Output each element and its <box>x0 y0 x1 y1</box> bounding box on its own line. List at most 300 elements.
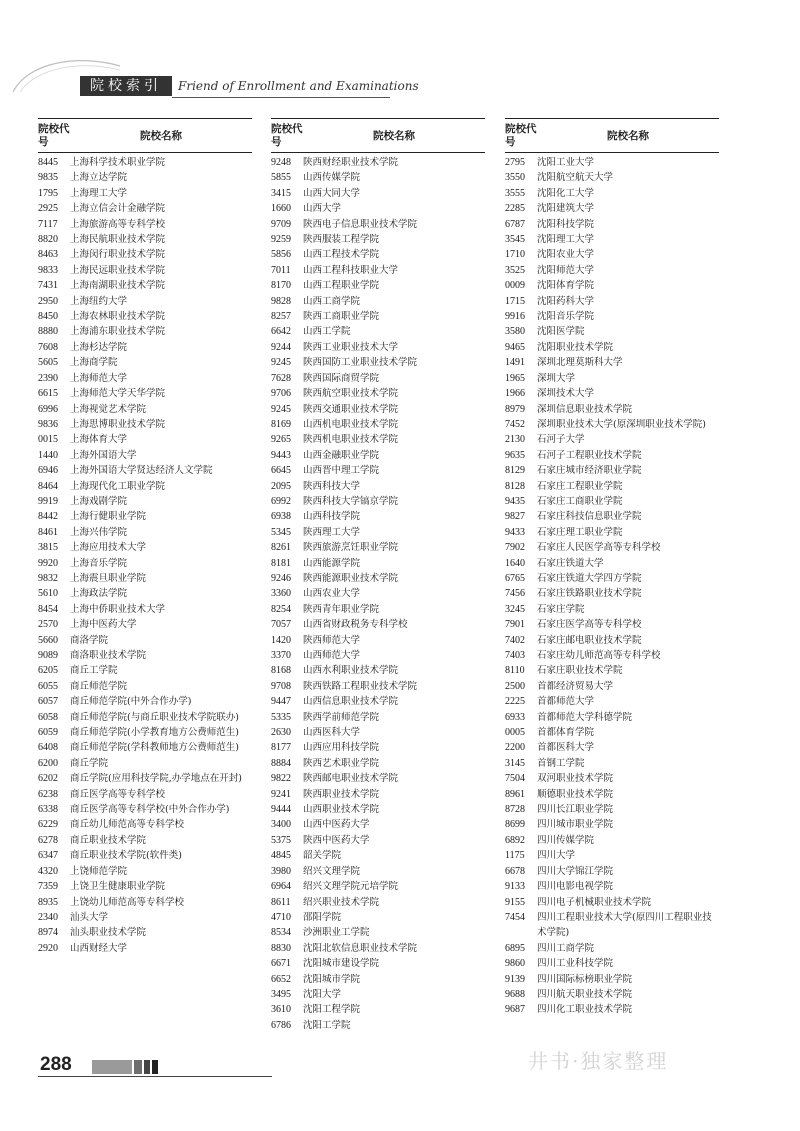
table-row <box>271 294 485 309</box>
table-row <box>38 725 252 740</box>
school-code: 1715 <box>505 295 525 307</box>
table-row <box>271 771 485 786</box>
school-name: 石家庄人民医学高等专科学校 <box>537 542 661 554</box>
table-row <box>271 278 485 293</box>
school-name: 上海应用技术大学 <box>70 542 147 554</box>
table-row <box>271 972 485 987</box>
school-code: 7504 <box>505 773 525 785</box>
school-code: 3400 <box>271 819 291 831</box>
school-name: 上海行健职业学院 <box>70 511 147 523</box>
school-name: 陕西铁路工程职业技术学院 <box>303 680 418 692</box>
school-code: 2500 <box>505 680 525 692</box>
school-name: 绍兴文理学院 <box>303 865 361 877</box>
school-name: 首都师范大学 <box>537 696 595 708</box>
school-name: 陕西电子信息职业技术学院 <box>303 218 418 230</box>
school-name: 沈阳工程学院 <box>303 1004 361 1016</box>
school-name: 上海南湖职业技术学院 <box>70 280 166 292</box>
school-name: 深圳职业技术大学(原深圳职业技术学院) <box>537 418 706 430</box>
school-name: 山西师范大学 <box>303 650 361 661</box>
school-code: 6347 <box>38 850 58 862</box>
school-code: 2340 <box>38 911 58 923</box>
school-code: 0015 <box>38 434 58 446</box>
school-name: 山西传媒学院 <box>303 172 361 184</box>
school-name: 上饶师范学院 <box>70 865 128 877</box>
school-code: 8961 <box>505 788 525 800</box>
table-row <box>271 1018 485 1033</box>
school-name: 商丘师范学院(学科教师地方公费师范生) <box>70 742 239 754</box>
school-code: 9259 <box>271 234 291 246</box>
school-code: 9688 <box>505 988 525 1000</box>
school-name: 上海震旦职业学院 <box>70 572 147 584</box>
school-code: 2225 <box>505 696 525 708</box>
school-name: 山西水利职业技术学院 <box>303 665 399 677</box>
table-row <box>505 879 719 894</box>
school-code: 3980 <box>271 865 291 877</box>
table-row <box>271 710 485 725</box>
school-code: 7403 <box>505 650 525 661</box>
school-name: 山西工程职业学院 <box>303 280 380 292</box>
school-code: 7057 <box>271 619 291 631</box>
school-name: 沈阳北软信息职业技术学院 <box>303 942 418 954</box>
school-code: 9827 <box>505 511 525 523</box>
table-row <box>38 833 252 848</box>
school-name: 邵阳学院 <box>303 911 342 923</box>
table-row <box>505 340 719 355</box>
school-name: 上饶卫生健康职业学院 <box>70 881 166 893</box>
school-code: 7402 <box>505 634 525 646</box>
table-row <box>38 663 252 678</box>
school-name: 上海兴伟学院 <box>70 526 128 538</box>
table-row <box>505 725 719 740</box>
school-code: 0009 <box>505 280 525 292</box>
table-row <box>505 910 719 941</box>
header-name: 院校名称 <box>373 130 415 142</box>
school-code: 1710 <box>505 249 525 261</box>
school-code: 8534 <box>271 927 291 939</box>
table-row <box>271 848 485 863</box>
school-name: 沈阳师范大学 <box>537 264 595 276</box>
school-name: 四川化工职业技术学院 <box>537 1004 633 1016</box>
school-code: 6200 <box>38 757 58 769</box>
table-row <box>505 956 719 971</box>
school-code: 6765 <box>505 572 525 584</box>
table-row <box>271 201 485 216</box>
school-name: 沈阳工业大学 <box>537 157 595 168</box>
school-code: 9139 <box>505 973 525 985</box>
school-name: 山西能源学院 <box>303 557 361 569</box>
school-code: 8261 <box>271 542 291 554</box>
school-code: 9916 <box>505 311 525 323</box>
table-row <box>271 740 485 755</box>
table-row <box>38 201 252 216</box>
school-name: 首都医科大学 <box>537 742 595 754</box>
school-code: 8110 <box>505 665 525 677</box>
school-name: 山西中医药大学 <box>303 819 370 831</box>
column-header <box>505 118 719 153</box>
school-name: 石家庄工商职业学院 <box>537 495 623 507</box>
school-code: 0005 <box>505 727 525 739</box>
table-row <box>271 617 485 632</box>
school-name: 沈阳化工大学 <box>537 187 595 199</box>
table-row <box>38 802 252 817</box>
table-row <box>38 432 252 447</box>
school-code: 2285 <box>505 203 525 215</box>
school-code: 8181 <box>271 557 291 569</box>
table-row <box>38 586 252 601</box>
table-row <box>271 725 485 740</box>
table-row <box>271 987 485 1002</box>
school-name: 商丘师范学院 <box>70 680 128 692</box>
header-name: 院校名称 <box>140 130 182 142</box>
table-row <box>271 525 485 540</box>
table-row <box>271 586 485 601</box>
table-row <box>271 802 485 817</box>
school-name: 陕西航空职业技术学院 <box>303 388 399 400</box>
school-code: 6229 <box>38 819 58 831</box>
school-name: 沈阳大学 <box>303 988 342 1000</box>
school-code: 4845 <box>271 850 291 862</box>
school-code: 8464 <box>38 480 58 492</box>
table-row <box>271 340 485 355</box>
school-code: 6278 <box>38 834 58 846</box>
table-row <box>38 402 252 417</box>
school-code: 9155 <box>505 896 525 908</box>
table-row <box>505 617 719 632</box>
school-name: 陕西师范大学 <box>303 634 361 646</box>
school-name: 石家庄铁道大学 <box>537 557 604 569</box>
school-code: 8974 <box>38 927 58 939</box>
school-name: 山西工程技术学院 <box>303 249 380 261</box>
school-code: 6059 <box>38 727 58 739</box>
school-name: 山西医科大学 <box>303 727 361 739</box>
table-row <box>271 756 485 771</box>
school-name: 沈阳理工大学 <box>537 234 595 246</box>
table-row <box>38 217 252 232</box>
table-row <box>271 217 485 232</box>
school-code: 3415 <box>271 187 291 199</box>
school-code: 3555 <box>505 187 525 199</box>
table-row <box>271 694 485 709</box>
table-row <box>38 571 252 586</box>
school-code: 9860 <box>505 958 525 970</box>
school-code: 8450 <box>38 311 58 323</box>
school-code: 7359 <box>38 881 58 893</box>
school-code: 8935 <box>38 896 58 908</box>
school-name: 石家庄邮电职业技术学院 <box>537 634 642 646</box>
school-code: 4320 <box>38 865 58 877</box>
table-row <box>271 417 485 432</box>
school-code: 8442 <box>38 511 58 523</box>
school-name: 石河子大学 <box>537 434 585 446</box>
table-row <box>505 247 719 262</box>
school-name: 上海视觉艺术学院 <box>70 403 147 415</box>
table-row <box>38 417 252 432</box>
school-name: 深圳北理莫斯科大学 <box>537 357 623 369</box>
school-code: 6055 <box>38 680 58 692</box>
footer-rule <box>38 1076 272 1077</box>
school-code: 2795 <box>505 157 525 168</box>
school-name: 四川电子机械职业技术学院 <box>537 896 652 908</box>
school-code: 2095 <box>271 480 291 492</box>
running-header <box>38 56 419 96</box>
school-code: 3245 <box>505 603 525 615</box>
school-name: 上海纽约大学 <box>70 295 128 307</box>
school-code: 8129 <box>505 465 525 477</box>
table-row <box>38 648 252 663</box>
table-row <box>505 402 719 417</box>
school-name: 上海现代化工职业学院 <box>70 480 166 492</box>
school-code: 9248 <box>271 157 291 168</box>
school-code: 3580 <box>505 326 525 338</box>
school-name: 上海立信会计金融学院 <box>70 203 166 215</box>
school-name: 商丘师范学院(与商丘职业技术学院联办) <box>70 711 239 723</box>
school-code: 8461 <box>38 526 58 538</box>
school-name: 石家庄科技信息职业学院 <box>537 511 642 523</box>
table-row <box>505 448 719 463</box>
school-code: 9833 <box>38 264 58 276</box>
table-row <box>505 987 719 1002</box>
table-row <box>271 895 485 910</box>
table-row <box>38 479 252 494</box>
table-row <box>505 232 719 247</box>
table-row <box>271 386 485 401</box>
table-row <box>505 386 719 401</box>
school-name: 陕西旅游烹饪职业学院 <box>303 542 399 554</box>
school-name: 上饶幼儿师范高等专科学校 <box>70 896 185 908</box>
school-code: 9687 <box>505 1004 525 1016</box>
table-row <box>505 278 719 293</box>
school-name: 陕西工业职业技术大学 <box>303 341 399 353</box>
table-row <box>271 864 485 879</box>
school-name: 陕西能源职业技术学院 <box>303 572 399 584</box>
table-row <box>505 201 719 216</box>
school-name: 陕西服装工程学院 <box>303 234 380 246</box>
school-code: 5375 <box>271 834 291 846</box>
table-row <box>271 1002 485 1017</box>
school-code: 7431 <box>38 280 58 292</box>
page-bar-ornament <box>92 1060 272 1074</box>
table-row <box>271 494 485 509</box>
table-row <box>505 371 719 386</box>
school-name: 石家庄城市经济职业学院 <box>537 465 642 477</box>
school-name: 上海旅游高等专科学校 <box>70 218 166 230</box>
header-code: 院校代号 <box>271 122 303 148</box>
index-column-1 <box>38 118 252 956</box>
school-name: 山西工商学院 <box>303 295 361 307</box>
school-name: 上海音乐学院 <box>70 557 128 569</box>
school-code: 6678 <box>505 865 525 877</box>
table-row <box>505 294 719 309</box>
school-name: 上海师范大学天华学院 <box>70 388 166 400</box>
school-code: 9709 <box>271 218 291 230</box>
table-row <box>271 956 485 971</box>
table-row <box>38 925 252 940</box>
school-name: 陕西邮电职业技术学院 <box>303 773 399 785</box>
table-row <box>38 463 252 478</box>
school-name: 沈阳城市学院 <box>303 973 361 985</box>
school-code: 8454 <box>38 603 58 615</box>
index-column-2 <box>271 118 485 1033</box>
school-code: 6642 <box>271 326 291 338</box>
school-code: 6238 <box>38 788 58 800</box>
table-row <box>38 494 252 509</box>
table-row <box>271 479 485 494</box>
school-code: 9244 <box>271 341 291 353</box>
table-row <box>271 787 485 802</box>
table-row <box>505 479 719 494</box>
table-row <box>505 771 719 786</box>
school-name: 石家庄职业技术学院 <box>537 665 623 677</box>
school-name: 上海戏剧学院 <box>70 495 128 507</box>
school-code: 8699 <box>505 819 525 831</box>
school-code: 5345 <box>271 526 291 538</box>
school-code: 3550 <box>505 172 525 184</box>
table-row <box>271 817 485 832</box>
school-code: 6408 <box>38 742 58 754</box>
table-row <box>38 371 252 386</box>
table-row <box>271 540 485 555</box>
table-row <box>271 571 485 586</box>
school-code: 6895 <box>505 942 525 954</box>
school-code: 5660 <box>38 634 58 646</box>
school-name: 深圳信息职业技术学院 <box>537 403 633 415</box>
school-name: 陕西职业技术学院 <box>303 788 380 800</box>
school-name: 四川城市职业学院 <box>537 819 614 831</box>
table-row <box>38 170 252 185</box>
school-name: 上海闵行职业技术学院 <box>70 249 166 261</box>
school-code: 3145 <box>505 757 525 769</box>
school-name: 陕西艺术职业学院 <box>303 757 380 769</box>
school-name: 绍兴文理学院元培学院 <box>303 881 399 893</box>
school-name: 上海中侨职业技术大学 <box>70 603 166 615</box>
school-name: 四川工程职业技术大学(原四川工程职业技术学院) <box>537 911 712 939</box>
school-code: 2200 <box>505 742 525 754</box>
school-name: 山西职业技术学院 <box>303 804 380 816</box>
table-row <box>271 309 485 324</box>
school-name: 山西晋中理工学院 <box>303 465 380 477</box>
table-row <box>38 340 252 355</box>
school-name: 陕西财经职业技术学院 <box>303 157 399 168</box>
school-name: 上海外国语大学贤达经济人文学院 <box>70 465 213 477</box>
school-code: 9708 <box>271 680 291 692</box>
school-code: 2130 <box>505 434 525 446</box>
school-name: 沈阳建筑大学 <box>537 203 595 215</box>
table-row <box>505 324 719 339</box>
header-name: 院校名称 <box>607 130 649 142</box>
table-row <box>271 324 485 339</box>
school-code: 7901 <box>505 619 525 631</box>
school-name: 沈阳音乐学院 <box>537 311 595 323</box>
school-name: 石家庄幼儿师范高等专科学校 <box>537 650 661 661</box>
school-code: 7456 <box>505 588 525 600</box>
school-name: 商丘医学高等专科学校 <box>70 788 166 800</box>
table-row <box>38 324 252 339</box>
school-code: 9443 <box>271 449 291 461</box>
table-row <box>38 294 252 309</box>
table-row <box>271 633 485 648</box>
school-name: 陕西青年职业学院 <box>303 603 380 615</box>
school-name: 陕西国际商贸学院 <box>303 372 380 384</box>
school-name: 四川航天职业技术学院 <box>537 988 633 1000</box>
school-name: 陕西中医药大学 <box>303 834 370 846</box>
school-name: 商洛学院 <box>70 634 109 646</box>
table-row <box>505 170 719 185</box>
school-code: 9133 <box>505 881 525 893</box>
table-row <box>271 371 485 386</box>
school-code: 6964 <box>271 881 291 893</box>
school-name: 山西大学 <box>303 203 342 215</box>
school-name: 商丘师范学院(小学教育地方公费师范生) <box>70 727 239 739</box>
table-row <box>38 617 252 632</box>
school-code: 1175 <box>505 850 525 862</box>
school-name: 沈阳体育学院 <box>537 280 595 292</box>
school-code: 9245 <box>271 403 291 415</box>
table-row <box>505 679 719 694</box>
table-row <box>271 509 485 524</box>
school-name: 商丘工学院 <box>70 665 118 677</box>
school-name: 首都师范大学科德学院 <box>537 711 633 723</box>
school-name: 商洛职业技术学院 <box>70 650 147 661</box>
school-code: 9265 <box>271 434 291 446</box>
school-code: 6996 <box>38 403 58 415</box>
school-code: 6787 <box>505 218 525 230</box>
table-row <box>38 247 252 262</box>
table-row <box>38 263 252 278</box>
school-name: 四川工业科技学院 <box>537 958 614 970</box>
school-name: 商丘幼儿师范高等专科学校 <box>70 819 185 831</box>
school-code: 1491 <box>505 357 525 369</box>
school-name: 四川传媒学院 <box>537 834 595 846</box>
table-row <box>271 941 485 956</box>
school-name: 汕头职业技术学院 <box>70 927 147 939</box>
school-code: 7902 <box>505 542 525 554</box>
school-name: 陕西交通职业技术学院 <box>303 403 399 415</box>
table-row <box>38 679 252 694</box>
table-row <box>505 833 719 848</box>
school-name: 沈阳航空航天大学 <box>537 172 614 184</box>
index-column-3 <box>505 118 719 1018</box>
school-name: 山西信息职业技术学院 <box>303 696 399 708</box>
table-row <box>505 525 719 540</box>
school-code: 5335 <box>271 711 291 723</box>
school-name: 四川长江职业学院 <box>537 804 614 816</box>
table-row <box>38 740 252 755</box>
table-row <box>505 417 719 432</box>
school-code: 9447 <box>271 696 291 708</box>
school-name: 四川大学 <box>537 850 576 862</box>
table-row <box>38 155 252 170</box>
table-row <box>505 1002 719 1017</box>
table-row <box>38 817 252 832</box>
school-name: 山西科技学院 <box>303 511 361 523</box>
school-name: 石家庄理工职业学院 <box>537 526 623 538</box>
table-row <box>505 540 719 555</box>
table-row <box>271 247 485 262</box>
school-code: 9435 <box>505 495 525 507</box>
school-code: 6338 <box>38 804 58 816</box>
table-row <box>38 941 252 956</box>
school-name: 上海外国语大学 <box>70 449 137 461</box>
table-row <box>505 571 719 586</box>
school-name: 陕西学前师范学院 <box>303 711 380 723</box>
row-list <box>271 155 485 1033</box>
table-row <box>505 710 719 725</box>
table-row <box>505 463 719 478</box>
school-code: 6202 <box>38 773 58 785</box>
school-code: 6933 <box>505 711 525 723</box>
table-row <box>505 186 719 201</box>
school-code: 8463 <box>38 249 58 261</box>
